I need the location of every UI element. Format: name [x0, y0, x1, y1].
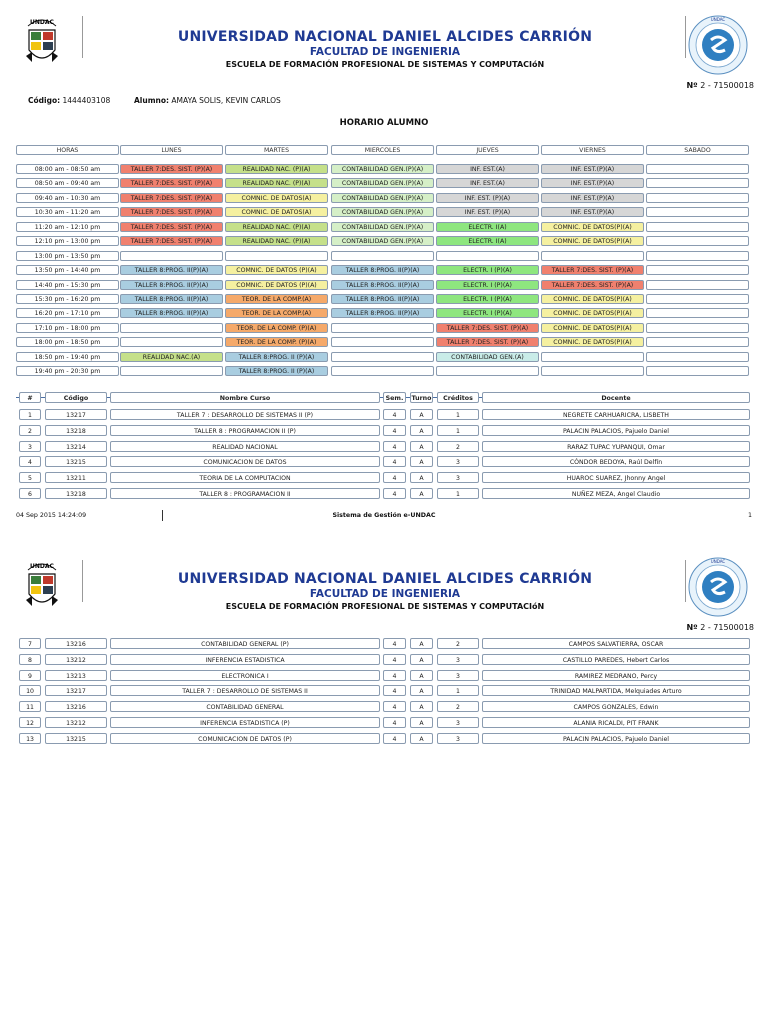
- course-turno-cell: A: [410, 654, 433, 665]
- course-name-cell: TALLER 8 : PROGRAMACION II (P): [110, 425, 380, 436]
- schedule-class-cell: REALIDAD NAC. (P)(A): [225, 164, 328, 174]
- course-sem-cell: 4: [383, 717, 406, 728]
- schedule-time-slot: 19:40 pm - 20:30 pm: [16, 366, 119, 376]
- course-name-cell: INFERENCIA ESTADISTICA (P): [110, 717, 380, 728]
- course-cred-cell: 2: [437, 701, 479, 712]
- course-sem-cell: 4: [383, 425, 406, 436]
- print-date: 04 Sep 2015 14:24:09: [16, 512, 87, 519]
- schedule-class-cell: COMNIC. DE DATOS(P)(A): [541, 337, 644, 347]
- footer-page-number: 1: [748, 512, 753, 519]
- schedule-class-cell: CONTABILIDAD GEN.(P)(A): [331, 222, 434, 232]
- schedule-class-cell: INF. EST.(A): [436, 164, 539, 174]
- schedule-class-cell: COMNIC. DE DATOS(A): [225, 207, 328, 217]
- course-name-cell: TALLER 7 : DESARROLLO DE SISTEMAS II (P): [110, 409, 380, 420]
- schedule-class-cell: [646, 352, 749, 362]
- schedule-class-cell: TALLER 7:DES. SIST. (P)(A): [120, 178, 223, 188]
- schedule-class-cell: [646, 193, 749, 203]
- schedule-class-cell: TEOR. DE LA COMP. (P)(A): [225, 323, 328, 333]
- schedule-class-cell: COMNIC. DE DATOS (P)(A): [225, 280, 328, 290]
- course-code-cell: 13214: [45, 441, 107, 452]
- schedule-class-cell: CONTABILIDAD GEN.(A): [436, 352, 539, 362]
- document-number-page2: Nº 2 - 71500018: [686, 623, 754, 632]
- course-turno-cell: A: [410, 701, 433, 712]
- schedule-class-cell: REALIDAD NAC. (P)(A): [225, 178, 328, 188]
- schedule-time-slot: 08:00 am - 08:50 am: [16, 164, 119, 174]
- course-cred-cell: 1: [437, 488, 479, 499]
- schedule-class-cell: [120, 323, 223, 333]
- course-n-cell: 2: [19, 425, 41, 436]
- schedule-class-cell: TALLER 7:DES. SIST. (P)(A): [541, 280, 644, 290]
- schedule-class-cell: TALLER 7:DES. SIST. (P)(A): [120, 236, 223, 246]
- course-name-cell: TALLER 7 : DESARROLLO DE SISTEMAS II: [110, 685, 380, 696]
- schedule-class-cell: TALLER 7:DES. SIST. (P)(A): [120, 207, 223, 217]
- schedule-class-cell: CONTABILIDAD GEN.(P)(A): [331, 164, 434, 174]
- schedule-class-cell: ELECTR. I (P)(A): [436, 265, 539, 275]
- schedule-class-cell: [331, 366, 434, 376]
- schedule-class-cell: COMNIC. DE DATOS(P)(A): [541, 294, 644, 304]
- course-sem-cell: 4: [383, 409, 406, 420]
- schedule-class-cell: TALLER 8:PROG. II (P)(A): [225, 352, 328, 362]
- schedule-class-cell: TALLER 7:DES. SIST. (P)(A): [120, 164, 223, 174]
- schedule-time-slot: 17:10 pm - 18:00 pm: [16, 323, 119, 333]
- school-title: ESCUELA DE FORMACIÓN PROFESIONAL DE SISTEMAS Y COMPUTACIóN: [225, 60, 545, 69]
- schedule-class-cell: [225, 251, 328, 261]
- course-docente-cell: RAMIREZ MEDRANO, Percy: [482, 670, 750, 681]
- schedule-class-cell: [120, 251, 223, 261]
- course-docente-cell: NEGRETE CARHUARICRA, LISBETH: [482, 409, 750, 420]
- header-divider-left: [82, 16, 83, 58]
- course-cred-cell: 2: [437, 441, 479, 452]
- course-n-cell: 10: [19, 685, 41, 696]
- course-sem-cell: 4: [383, 685, 406, 696]
- schedule-header-jueves: JUEVES: [436, 145, 539, 155]
- course-sem-cell: 4: [383, 733, 406, 744]
- schedule-time-slot: 13:00 pm - 13:50 pm: [16, 251, 119, 261]
- course-code-cell: 13216: [45, 701, 107, 712]
- course-docente-cell: CÓNDOR BEDOYA, Raúl Delfín: [482, 456, 750, 467]
- schedule-title: HORARIO ALUMNO: [339, 118, 429, 128]
- schedule-class-cell: TALLER 8:PROG. II (P)(A): [225, 366, 328, 376]
- schedule-class-cell: TALLER 7:DES. SIST. (P)(A): [120, 193, 223, 203]
- courses-header-1: Código: [45, 392, 107, 403]
- courses-header-2: Nombre Curso: [110, 392, 380, 403]
- course-n-cell: 12: [19, 717, 41, 728]
- course-code-cell: 13215: [45, 733, 107, 744]
- course-cred-cell: 3: [437, 717, 479, 728]
- schedule-header-horas: HORAS: [16, 145, 119, 155]
- schedule-class-cell: CONTABILIDAD GEN.(P)(A): [331, 236, 434, 246]
- schedule-class-cell: [331, 352, 434, 362]
- course-docente-cell: TRINIDAD MALPARTIDA, Melquiades Arturo: [482, 685, 750, 696]
- course-turno-cell: A: [410, 638, 433, 649]
- schedule-class-cell: REALIDAD NAC.(A): [120, 352, 223, 362]
- school-title-page2: ESCUELA DE FORMACIÓN PROFESIONAL DE SISTEMAS Y COMPUTACIóN: [225, 602, 545, 611]
- course-sem-cell: 4: [383, 472, 406, 483]
- course-cred-cell: 3: [437, 654, 479, 665]
- student-name: Alumno: AMAYA SOLIS, KEVIN CARLOS: [134, 96, 281, 105]
- courses-header-0: #: [19, 392, 41, 403]
- course-n-cell: 9: [19, 670, 41, 681]
- course-docente-cell: CAMPOS GONZALES, Edwin: [482, 701, 750, 712]
- document-number: Nº 2 - 71500018: [686, 81, 754, 90]
- header-divider-right-page2: [685, 560, 686, 602]
- schedule-time-slot: 09:40 am - 10:30 am: [16, 193, 119, 203]
- schedule-class-cell: TEOR. DE LA COMP.(A): [225, 294, 328, 304]
- course-code-cell: 13212: [45, 654, 107, 665]
- schedule-class-cell: TALLER 7:DES. SIST. (P)(A): [541, 265, 644, 275]
- schedule-class-cell: [646, 251, 749, 261]
- course-turno-cell: A: [410, 685, 433, 696]
- courses-header-4: Turno: [410, 392, 433, 403]
- footer-system: Sistema de Gestión e-UNDAC: [332, 512, 436, 519]
- schedule-class-cell: CONTABILIDAD GEN.(P)(A): [331, 207, 434, 217]
- course-docente-cell: RARAZ TUPAC YUPANQUI, Omar: [482, 441, 750, 452]
- system-seal-logo: [687, 14, 749, 76]
- course-name-cell: COMUNICACION DE DATOS (P): [110, 733, 380, 744]
- course-n-cell: 1: [19, 409, 41, 420]
- course-code-cell: 13215: [45, 456, 107, 467]
- schedule-class-cell: ELECTR. I (P)(A): [436, 294, 539, 304]
- schedule-class-cell: [646, 280, 749, 290]
- course-turno-cell: A: [410, 472, 433, 483]
- course-turno-cell: A: [410, 425, 433, 436]
- course-docente-cell: PALACIN PALACIOS, Pajuelo Daniel: [482, 733, 750, 744]
- course-n-cell: 8: [19, 654, 41, 665]
- course-n-cell: 11: [19, 701, 41, 712]
- course-code-cell: 13217: [45, 685, 107, 696]
- course-sem-cell: 4: [383, 670, 406, 681]
- course-code-cell: 13216: [45, 638, 107, 649]
- course-name-cell: CONTABILIDAD GENERAL: [110, 701, 380, 712]
- schedule-class-cell: [646, 337, 749, 347]
- schedule-class-cell: [331, 323, 434, 333]
- header-divider-left-page2: [82, 560, 83, 602]
- schedule-class-cell: [541, 251, 644, 261]
- schedule-class-cell: [646, 164, 749, 174]
- schedule-class-cell: TALLER 8:PROG. II(P)(A): [331, 308, 434, 318]
- schedule-header-lunes: LUNES: [120, 145, 223, 155]
- course-cred-cell: 3: [437, 733, 479, 744]
- course-turno-cell: A: [410, 488, 433, 499]
- schedule-class-cell: INF. EST.(P)(A): [541, 207, 644, 217]
- schedule-class-cell: TALLER 8:PROG. II(P)(A): [120, 280, 223, 290]
- course-code-cell: 13211: [45, 472, 107, 483]
- course-cred-cell: 1: [437, 685, 479, 696]
- course-sem-cell: 4: [383, 701, 406, 712]
- schedule-header-sabado: SABADO: [646, 145, 749, 155]
- course-name-cell: REALIDAD NACIONAL: [110, 441, 380, 452]
- course-name-cell: COMUNICACION DE DATOS: [110, 456, 380, 467]
- course-cred-cell: 2: [437, 638, 479, 649]
- undac-crest-logo-page2: [26, 560, 58, 612]
- faculty-title-page2: FACULTAD DE INGENIERIA: [309, 588, 461, 600]
- schedule-class-cell: TALLER 7:DES. SIST. (P)(A): [120, 222, 223, 232]
- schedule-class-cell: INF. EST.(P)(A): [541, 164, 644, 174]
- schedule-time-slot: 15:30 pm - 16:20 pm: [16, 294, 119, 304]
- courses-header-5: Créditos: [437, 392, 479, 403]
- schedule-time-slot: 10:30 am - 11:20 am: [16, 207, 119, 217]
- schedule-class-cell: COMNIC. DE DATOS(P)(A): [541, 308, 644, 318]
- course-name-cell: TEORIA DE LA COMPUTACION: [110, 472, 380, 483]
- schedule-class-cell: [541, 352, 644, 362]
- faculty-title: FACULTAD DE INGENIERIA: [309, 46, 461, 58]
- course-cred-cell: 1: [437, 425, 479, 436]
- course-turno-cell: A: [410, 670, 433, 681]
- schedule-class-cell: TALLER 7:DES. SIST. (P)(A): [436, 337, 539, 347]
- course-turno-cell: A: [410, 733, 433, 744]
- schedule-time-slot: 13:50 pm - 14:40 pm: [16, 265, 119, 275]
- schedule-class-cell: COMNIC. DE DATOS(P)(A): [541, 236, 644, 246]
- svg-text:UNDAC: UNDAC: [30, 19, 54, 26]
- schedule-class-cell: [646, 294, 749, 304]
- schedule-header-miercoles: MIERCOLES: [331, 145, 434, 155]
- schedule-class-cell: ELECTR. I (P)(A): [436, 280, 539, 290]
- schedule-class-cell: ELECTR. I(A): [436, 236, 539, 246]
- schedule-class-cell: CONTABILIDAD GEN.(P)(A): [331, 178, 434, 188]
- schedule-class-cell: [120, 366, 223, 376]
- schedule-class-cell: [436, 366, 539, 376]
- course-cred-cell: 1: [437, 409, 479, 420]
- schedule-class-cell: TALLER 8:PROG. II(P)(A): [331, 294, 434, 304]
- course-turno-cell: A: [410, 456, 433, 467]
- svg-text:UNDAC: UNDAC: [710, 559, 726, 564]
- schedule-time-slot: 08:50 am - 09:40 am: [16, 178, 119, 188]
- schedule-class-cell: TEOR. DE LA COMP.(A): [225, 308, 328, 318]
- course-sem-cell: 4: [383, 441, 406, 452]
- schedule-class-cell: [646, 222, 749, 232]
- course-n-cell: 3: [19, 441, 41, 452]
- schedule-class-cell: TALLER 7:DES. SIST. (P)(A): [436, 323, 539, 333]
- course-cred-cell: 3: [437, 670, 479, 681]
- schedule-class-cell: [331, 337, 434, 347]
- courses-header-6: Docente: [482, 392, 750, 403]
- schedule-class-cell: COMNIC. DE DATOS(P)(A): [541, 222, 644, 232]
- schedule-class-cell: TALLER 8:PROG. II(P)(A): [120, 294, 223, 304]
- schedule-class-cell: REALIDAD NAC. (P)(A): [225, 236, 328, 246]
- course-sem-cell: 4: [383, 488, 406, 499]
- schedule-class-cell: TALLER 8:PROG. II(P)(A): [120, 265, 223, 275]
- schedule-class-cell: INF. EST. (P)(A): [436, 207, 539, 217]
- schedule-class-cell: ELECTR. I (P)(A): [436, 308, 539, 318]
- schedule-header-martes: MARTES: [225, 145, 328, 155]
- schedule-class-cell: [646, 265, 749, 275]
- schedule-class-cell: COMNIC. DE DATOS (P)(A): [225, 265, 328, 275]
- course-n-cell: 5: [19, 472, 41, 483]
- schedule-class-cell: TALLER 8:PROG. II(P)(A): [331, 265, 434, 275]
- schedule-class-cell: [646, 207, 749, 217]
- schedule-class-cell: [646, 308, 749, 318]
- system-seal-logo-page2: [687, 556, 749, 618]
- schedule-class-cell: TEOR. DE LA COMP. (P)(A): [225, 337, 328, 347]
- course-docente-cell: HUAROC SUAREZ, Jhonny Angel: [482, 472, 750, 483]
- course-cred-cell: 3: [437, 472, 479, 483]
- schedule-time-slot: 18:00 pm - 18:50 pm: [16, 337, 119, 347]
- course-sem-cell: 4: [383, 456, 406, 467]
- student-code: Código: 1444403108: [28, 96, 111, 105]
- course-cred-cell: 3: [437, 456, 479, 467]
- course-code-cell: 13218: [45, 425, 107, 436]
- course-name-cell: TALLER 8 : PROGRAMACION II: [110, 488, 380, 499]
- course-code-cell: 13217: [45, 409, 107, 420]
- schedule-class-cell: TALLER 8:PROG. II(P)(A): [331, 280, 434, 290]
- svg-text:UNDAC: UNDAC: [710, 17, 726, 22]
- course-n-cell: 6: [19, 488, 41, 499]
- course-sem-cell: 4: [383, 654, 406, 665]
- schedule-class-cell: [541, 366, 644, 376]
- course-docente-cell: CASTILLO PAREDES, Hebert Carlos: [482, 654, 750, 665]
- course-docente-cell: PALACIN PALACIOS, Pajuelo Daniel: [482, 425, 750, 436]
- schedule-time-slot: 11:20 am - 12:10 pm: [16, 222, 119, 232]
- course-turno-cell: A: [410, 717, 433, 728]
- schedule-class-cell: COMNIC. DE DATOS(A): [225, 193, 328, 203]
- course-n-cell: 13: [19, 733, 41, 744]
- university-title-page2: UNIVERSIDAD NACIONAL DANIEL ALCIDES CARRIÓN: [177, 571, 593, 587]
- course-docente-cell: NUÑEZ MEZA, Angel Claudio: [482, 488, 750, 499]
- schedule-class-cell: [331, 251, 434, 261]
- course-docente-cell: CAMPOS SALVATIERRA, OSCAR: [482, 638, 750, 649]
- course-n-cell: 7: [19, 638, 41, 649]
- schedule-class-cell: INF. EST. (P)(A): [436, 193, 539, 203]
- schedule-class-cell: INF. EST.(P)(A): [541, 178, 644, 188]
- course-name-cell: INFERENCIA ESTADISTICA: [110, 654, 380, 665]
- course-sem-cell: 4: [383, 638, 406, 649]
- course-name-cell: ELECTRONICA I: [110, 670, 380, 681]
- schedule-class-cell: COMNIC. DE DATOS(P)(A): [541, 323, 644, 333]
- course-name-cell: CONTABILIDAD GENERAL (P): [110, 638, 380, 649]
- university-title: UNIVERSIDAD NACIONAL DANIEL ALCIDES CARRIÓN: [177, 29, 593, 45]
- courses-header-3: Sem.: [383, 392, 406, 403]
- course-docente-cell: ALANIA RICALDI, PIT FRANK: [482, 717, 750, 728]
- schedule-class-cell: TALLER 8:PROG. II(P)(A): [120, 308, 223, 318]
- schedule-class-cell: [646, 178, 749, 188]
- schedule-time-slot: 18:50 pm - 19:40 pm: [16, 352, 119, 362]
- course-code-cell: 13213: [45, 670, 107, 681]
- schedule-class-cell: [436, 251, 539, 261]
- undac-crest-logo: [26, 16, 58, 68]
- course-code-cell: 13218: [45, 488, 107, 499]
- schedule-class-cell: INF. EST.(P)(A): [541, 193, 644, 203]
- course-code-cell: 13212: [45, 717, 107, 728]
- svg-text:UNDAC: UNDAC: [30, 563, 54, 570]
- schedule-class-cell: [646, 366, 749, 376]
- schedule-class-cell: [120, 337, 223, 347]
- schedule-class-cell: [646, 323, 749, 333]
- header-divider-right: [685, 16, 686, 58]
- schedule-time-slot: 16:20 pm - 17:10 pm: [16, 308, 119, 318]
- schedule-class-cell: [646, 236, 749, 246]
- schedule-class-cell: ELECTR. I(A): [436, 222, 539, 232]
- schedule-class-cell: REALIDAD NAC. (P)(A): [225, 222, 328, 232]
- schedule-time-slot: 14:40 pm - 15:30 pm: [16, 280, 119, 290]
- course-n-cell: 4: [19, 456, 41, 467]
- course-turno-cell: A: [410, 441, 433, 452]
- course-turno-cell: A: [410, 409, 433, 420]
- schedule-class-cell: CONTABILIDAD GEN.(P)(A): [331, 193, 434, 203]
- schedule-header-viernes: VIERNES: [541, 145, 644, 155]
- schedule-time-slot: 12:10 pm - 13:00 pm: [16, 236, 119, 246]
- schedule-class-cell: INF. EST.(A): [436, 178, 539, 188]
